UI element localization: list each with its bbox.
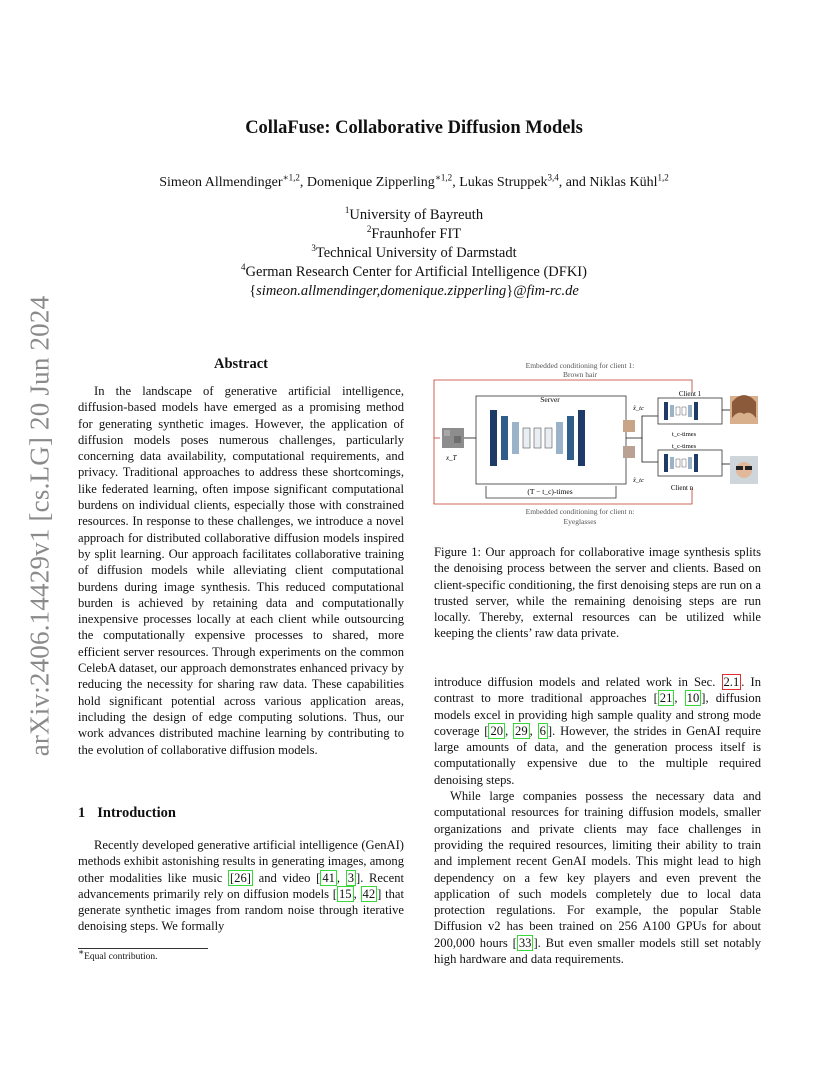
- citation-link[interactable]: 42: [362, 886, 376, 901]
- intermediate-label-bottom: x̂_tc: [633, 477, 644, 484]
- right-column-text: introduce diffusion models and related work in Sec. 2.1 . In contrast to more traditional approaches [ 21 , 10 ], diffusion models excel in providing high sample quality and strong mode coverage [ 20 , 29 , 6 ]. However, the strides in GenAI require large amounts of data, and the generation process itself is computationally expensive due to the multiple required denoising steps. While large companies possess the necessary data and computational resources for training diffusion models, smaller organizations and private clients may face challenges in providing the required resources, limiting their ability to train and implement recent GenAI models. This might lead to high dependency on a few key players and even prevent the application of such models completely due to local data protection regulations. For example, the popular Stable Diffusion v2 has been trained on 256 A100 GPUs for about 200,000 hours [ 33 ]. But even smaller models still set notably high hardware and data requirements.: [434, 675, 762, 967]
- affiliation: $^3$Technical University of Darmstadt: [311, 243, 517, 261]
- paper-title: CollaFuse: Collaborative Diffusion Models: [245, 118, 583, 138]
- citation-link[interactable]: 20: [490, 723, 504, 738]
- introduction-text: Recently developed generative artificial intelligence (GenAI) methods exhibit astonishing results in generating images, among other modalities like music [26] and video [ 41 , 3 ]. Recent advancements primarily rely on diffusion models [ 15 , 42 ] that generate synthetic images from random noise through iterative denoising steps. We formally: [78, 838, 405, 934]
- affiliation: $^1$University of Bayreuth: [344, 205, 484, 223]
- server-label: Server: [540, 395, 560, 404]
- clientn-label: Client n: [670, 484, 694, 492]
- intermediate-face-bottom: [623, 446, 635, 458]
- author-emails[interactable]: {simeon.allmendinger,domenique.zipperling}@fim-rc.de: [249, 283, 579, 299]
- figure-1-diagram: [430, 358, 770, 526]
- server-unet: [490, 410, 585, 466]
- citation-link[interactable]: 33: [518, 935, 532, 950]
- intermediate-label-top: x̂_tc: [633, 405, 644, 412]
- arxiv-stamp: [10, 286, 70, 766]
- conditioning-label-client1-value: Brown hair: [563, 370, 597, 379]
- citation-link[interactable]: 15: [338, 886, 352, 901]
- client1-label: Client 1: [678, 390, 702, 398]
- server-loop-label: (T − t_c)-times: [527, 487, 573, 496]
- affiliations: [0, 206, 828, 301]
- section-heading-introduction: 1 Introduction: [78, 805, 176, 821]
- citation-link[interactable]: 29: [515, 723, 528, 738]
- citation-link[interactable]: 6: [539, 723, 546, 738]
- intermediate-face-top: [623, 420, 635, 432]
- author: Domenique Zipperling$^{∗1,2}$,: [306, 172, 460, 190]
- author: Simeon Allmendinger$^{∗1,2}$,: [159, 172, 307, 190]
- citation-link[interactable]: 3: [347, 870, 355, 885]
- footnote: ∗Equal contribution.: [78, 947, 158, 963]
- client1-times: t_c-times: [672, 431, 697, 438]
- author-list: [0, 172, 828, 191]
- clientn-times: t_c-times: [672, 443, 697, 450]
- conditioning-label-clientn-value: Eyeglasses: [563, 517, 597, 526]
- citation-link[interactable]: [26]: [229, 870, 251, 885]
- citation-link[interactable]: 21: [659, 691, 673, 706]
- affiliation: $^2$Fraunhofer FIT: [366, 224, 462, 242]
- arxiv-stamp-text: arXiv:2406.14429v1 [cs.LG] 20 Jun 2024: [24, 295, 55, 757]
- author: Niklas Kühl$^{1,2}$: [589, 172, 669, 190]
- conditioning-label-clientn: Embedded conditioning for client n:: [525, 507, 635, 516]
- figure-1-caption: Figure 1: Our approach for collaborative image synthesis splits the denoising process between the server and clients. Based on client-specific conditioning, the first denoising steps are run on a trusted server, while the remaining denoising steps are run locally. Thereby, external resources can be utilized while keeping the clients’ raw data private.: [434, 545, 761, 641]
- author: Lukas Struppek$^{3,4}$, and: [459, 172, 590, 190]
- conditioning-label-client1: Embedded conditioning for client 1:: [525, 361, 635, 370]
- input-label-xT: x_T: [446, 454, 457, 462]
- footnote-rule: [78, 948, 208, 949]
- abstract-text: In the landscape of generative artificial intelligence, diffusion-based models have emerged as a promising method for generating synthetic images. However, the application of diffusion models poses numerous challenges, particularly concerning data availability, computational requirements, and privacy. Traditional approaches to address these shortcomings, like federated learning, often impose significant computational burdens on individual clients, especially those with constrained resources. In response to these challenges, we introduce a novel approach for distributed collaborative diffusion models inspired by split learning. Our approach facilitates collaborative training of diffusion models while alleviating client computational burdens during image synthesis. This reduced computational burden is achieved by retaining data and computationally inexpensive processes locally at each client while outsourcing the computationally expensive processes to shared, more efficient server resources. Through experiments on the common CelebA dataset, our approach demonstrates enhanced privacy by reducing the necessity for sharing raw data. These capabilities hold significant potential across various application areas, including the design of edge computing solutions. Thus, our work advances distributed machine learning by contributing to the evolution of collaborative diffusion models.: [78, 384, 404, 757]
- client1-unet: [664, 402, 698, 420]
- abstract-heading: Abstract: [214, 356, 268, 372]
- citation-link[interactable]: 10: [686, 691, 700, 706]
- clientn-unet: [664, 454, 698, 472]
- section-ref-link[interactable]: 2.1: [723, 675, 740, 689]
- arrow-to-clientn: [642, 438, 658, 462]
- affiliation: $^4$German Research Center for Artificial Intelligence (DFKI): [241, 262, 587, 280]
- citation-link[interactable]: 41: [322, 870, 335, 885]
